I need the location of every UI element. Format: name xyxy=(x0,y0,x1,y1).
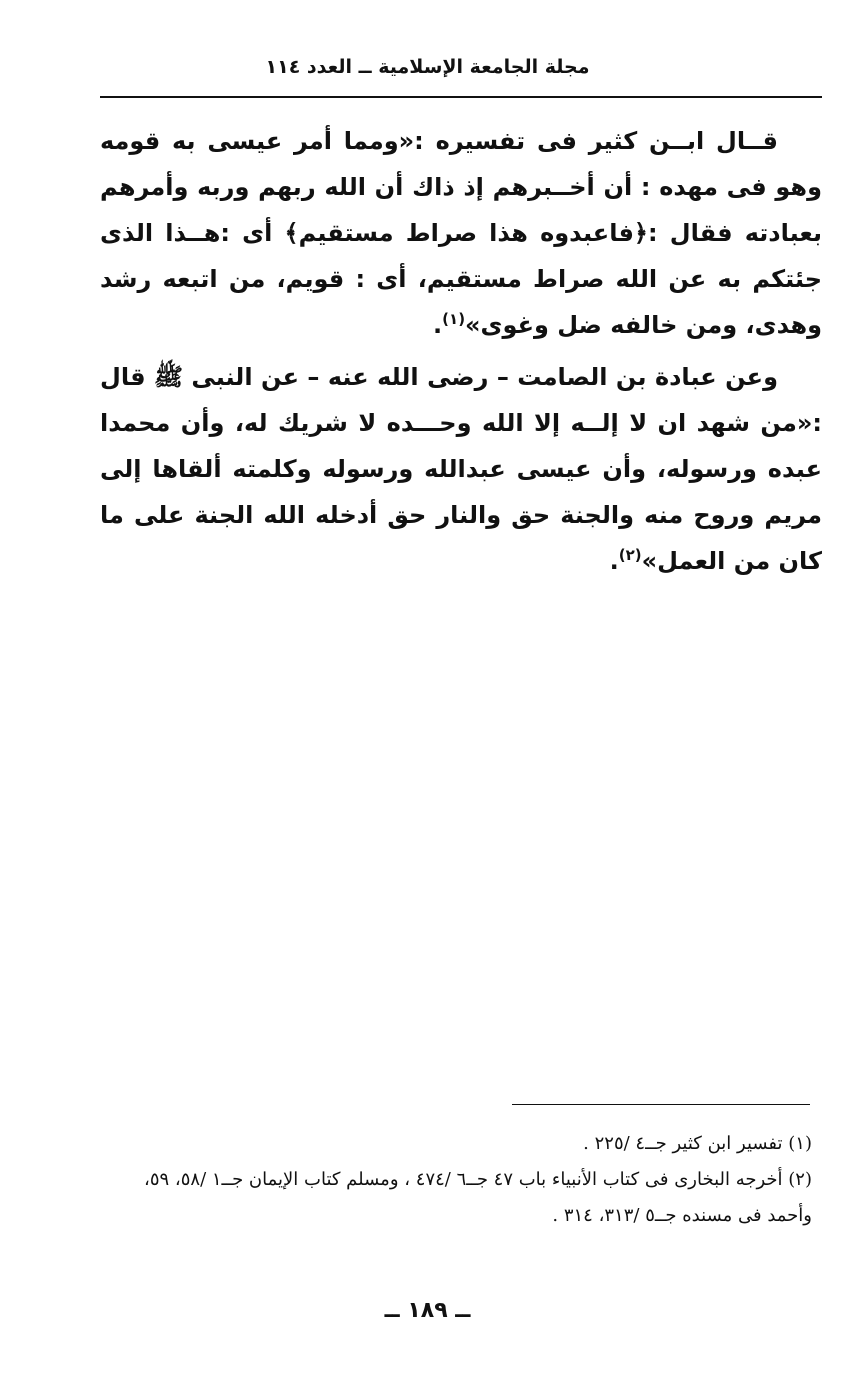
footnote-mark-1: (١) xyxy=(442,310,466,328)
footnote-mark-2: (٢) xyxy=(618,546,642,564)
footnote-1: (١) تفسير ابن كثير جــ٤ /٢٢٥ . xyxy=(583,1133,812,1154)
body-text xyxy=(100,118,822,590)
footnotes xyxy=(100,1126,812,1234)
header-rule xyxy=(100,96,822,98)
paragraph-2-text: وعن عبادة بن الصامت – رضى الله عنه – عن النبى ﷺ قال :«من شهد ان لا إلــه إلا الله وحـــده لا شريك له، وأن محمدا عبده ورسوله، وأن عيسى عبدالله ورسوله وكلمته ألقاها إلى مريم وروح منه والجنة حق والنار حق أدخله الله الجنة على ما كان من العمل» xyxy=(100,363,822,575)
running-header: مجلة الجامعة الإسلامية ــ العدد ١١٤ xyxy=(265,56,590,78)
paragraph-1-text: قــال ابــن كثير فى تفسيره :«ومما أمر عيسى به قومه وهو فى مهده : أن أخــبرهم إذ ذاك أن الله ربهم وربه وأمرهم بعبادته فقال :﴿فاعبدوه هذا صراط مستقيم﴾ أى :هــذا الذى جئتكم به عن الله صراط مستقيم، أى : قويم، من اتبعه رشد وهدى، ومن خالفه ضل وغوى» xyxy=(100,127,822,339)
page-number: ــ ١٨٩ ــ xyxy=(384,1298,471,1323)
footnote-rule xyxy=(512,1104,810,1105)
paragraph-2-end: . xyxy=(609,547,619,575)
paragraph-1 xyxy=(100,118,822,348)
paragraph-2 xyxy=(100,354,822,584)
paragraph-1-end: . xyxy=(433,311,443,339)
footnote-2: (٢) أخرجه البخارى فى كتاب الأنبياء باب ٤٧ جــ٦ /٤٧٤ ، ومسلم كتاب الإيمان جــ١ /٥٨، ٥٩، وأحمد فى مسنده جــ٥ /٣١٣، ٣١٤ . xyxy=(144,1169,812,1226)
